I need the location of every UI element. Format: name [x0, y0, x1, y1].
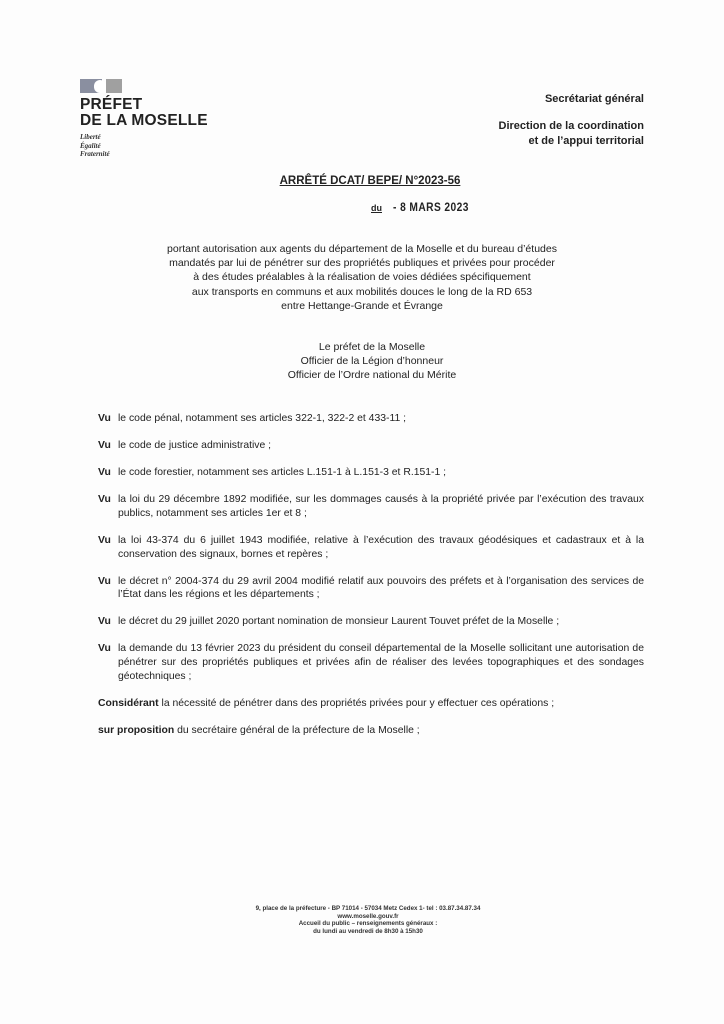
visa-text: le code de justice administrative ; — [118, 440, 272, 452]
direction-line2: et de l’appui territorial — [528, 135, 644, 147]
date-stamp: - 8 MARS 2023 — [393, 200, 469, 214]
prefet-titles — [0, 340, 724, 382]
footer-reception: Accueil du public – renseignements généraux : — [298, 920, 438, 928]
visa-keyword: Vu — [98, 534, 111, 546]
visa-keyword: Vu — [98, 575, 111, 587]
prefet-line: Officier de l’Ordre national du Mérite — [287, 369, 457, 381]
visa-keyword: Vu — [98, 616, 111, 628]
visa-text: le code pénal, notamment ses articles 322-1, 322-2 et 433-11 ; — [118, 413, 407, 424]
motto — [80, 133, 208, 159]
visa-text: le décret n° 2004-374 du 29 avril 2004 modifié relatif aux pouvoirs des préfets et à l’organisation des services de l’État dans les régions et les départements ; — [118, 575, 644, 601]
direction-line1: Direction de la coordination — [498, 120, 644, 132]
visa-item — [98, 575, 644, 602]
motto-egalite: Égalité — [80, 141, 101, 150]
arrete-body — [98, 412, 644, 751]
visa-text: la loi du 29 décembre 1892 modifiée, sur les dommages causés à la propriété privée par l’exécution des travaux publics, notamment ses articles 1er et 8 ; — [118, 494, 644, 519]
service-name: Secrétariat général — [544, 93, 644, 105]
visa-text: la loi 43-374 du 6 juillet 1943 modifiée, relative à l’exécution des travaux géodésiques et cadastraux et à la conservation des signaux, bornes et repères ; — [118, 534, 644, 560]
visa-keyword: Vu — [98, 440, 111, 452]
visa-text: le décret du 29 juillet 2020 portant nomination de monsieur Laurent Touvet préfet de la Moselle ; — [118, 616, 560, 628]
motto-liberte: Liberté — [80, 133, 101, 141]
visa-item — [98, 615, 644, 629]
visa-item — [98, 493, 644, 520]
footer-website: www.moselle.gouv.fr — [337, 912, 399, 920]
arrete-title: ARRÊTÉ DCAT/ BEPE/ N°2023-56 — [279, 175, 461, 187]
logo-title-line1: PRÉFET — [80, 96, 143, 113]
object-line: mandatés par lui de pénétrer sur des propriétés publiques et privées pour procéder — [169, 257, 555, 270]
prefecture-logo — [80, 79, 208, 159]
visa-item — [98, 412, 644, 426]
marianne-icon — [80, 79, 122, 93]
proposition-keyword: sur proposition — [98, 724, 175, 736]
proposition-paragraph — [98, 724, 644, 738]
visa-item — [98, 439, 644, 453]
object-line: aux transports en communs et aux mobilités douces le long de la RD 653 — [191, 285, 533, 298]
visa-keyword: Vu — [98, 467, 111, 479]
object-line: à des études préalables à la réalisation de voies dédiées spécifiquement — [193, 271, 531, 284]
page-footer — [0, 905, 724, 935]
considerant-paragraph — [98, 697, 644, 711]
considerant-keyword: Considérant — [98, 697, 159, 709]
footer-address: 9, place de la préfecture - BP 71014 - 57034 Metz Cedex 1- tel : 03.87.34.87.34 — [255, 905, 481, 912]
logo-title-line2: DE LA MOSELLE — [80, 112, 208, 129]
prefet-line: Le préfet de la Moselle — [318, 341, 426, 353]
arrete-date — [371, 200, 482, 214]
motto-fraternite: Fraternité — [80, 150, 110, 158]
prefet-line: Officier de la Légion d’honneur — [300, 355, 444, 367]
visa-keyword: Vu — [98, 494, 111, 506]
proposition-text: du secrétaire général de la préfecture de la Moselle ; — [174, 724, 420, 736]
visa-keyword: Vu — [98, 643, 111, 655]
considerant-text: la nécessité de pénétrer dans des propriétés privées pour y effectuer ces opérations ; — [158, 697, 555, 709]
footer-hours: du lundi au vendredi de 8h30 à 15h30 — [313, 927, 423, 935]
object-line: entre Hettange-Grande et Évrange — [281, 299, 443, 312]
visa-item — [98, 466, 644, 480]
visa-text: la demande du 13 février 2023 du président du conseil départemental de la Moselle sollicitant une autorisation de pénétrer sur des propriétés publiques et privées afin de réaliser des levées topographiques et des sondages géotechniques ; — [118, 643, 644, 682]
visa-item — [98, 534, 644, 561]
visa-item — [98, 642, 644, 683]
arrete-object — [100, 242, 624, 313]
object-line: portant autorisation aux agents du département de la Moselle et du bureau d’études — [167, 243, 557, 255]
date-prefix: du — [371, 203, 382, 213]
visa-text: le code forestier, notamment ses articles L.151-1 à L.151-3 et R.151-1 ; — [118, 467, 447, 479]
issuing-service — [499, 93, 644, 149]
visa-keyword: Vu — [98, 413, 111, 424]
